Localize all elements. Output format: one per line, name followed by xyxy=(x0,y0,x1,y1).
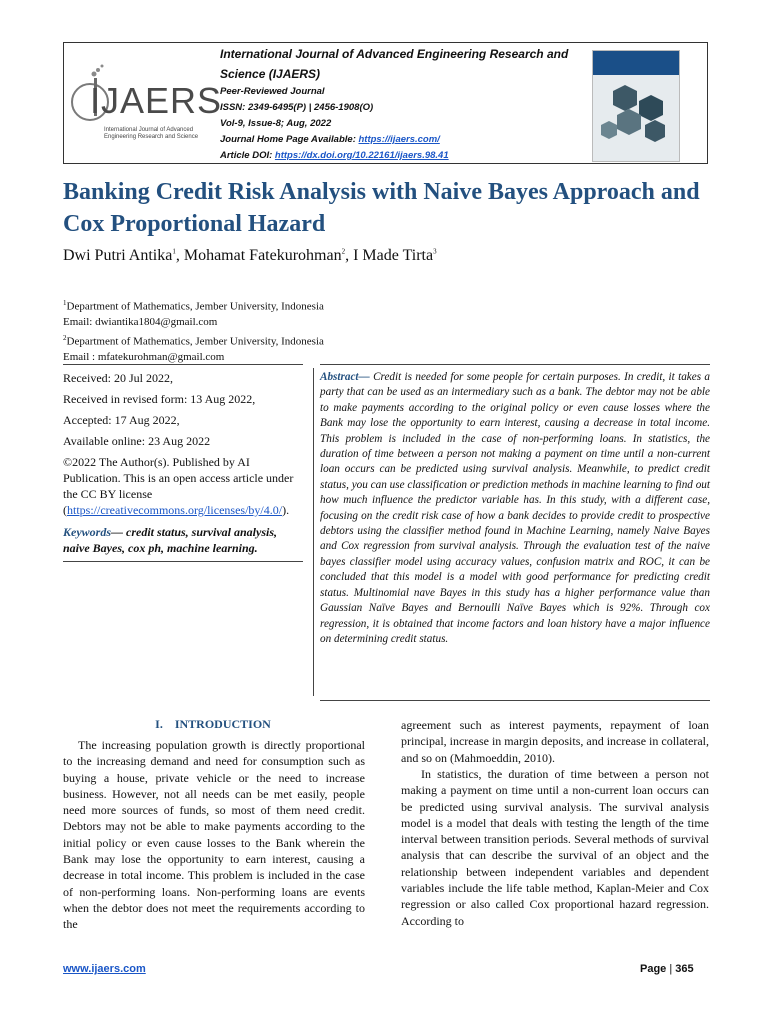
footer-website-link[interactable]: www.ijaers.com xyxy=(63,963,146,975)
issn: ISSN: 2349-6495(P) | 2456-1908(O) xyxy=(220,102,374,113)
page-number: Page | 365 xyxy=(640,963,694,975)
journal-cover-image xyxy=(592,50,680,162)
received-date: Received: 20 Jul 2022, xyxy=(63,371,173,385)
affiliation: Department of Mathematics, Jember University, Indonesia xyxy=(66,300,324,313)
author-list: Dwi Putri Antika$^1$, Mohamat Fatekurohman$^2$, I Made Tirta$^3$ xyxy=(63,247,437,264)
volume-issue: Vol-9, Issue-8; Aug, 2022 xyxy=(220,118,332,129)
journal-title: International Journal of Advanced Engineering Research and Science (IJAERS) xyxy=(220,47,569,81)
affiliations: $^1$Department of Mathematics, Jember University, Indonesia Email: dwiantika1804@gmail.com $^2$Department of Mathematics, Jember University, Indonesia Email : mfatekurohman@gmail.com xyxy=(63,299,324,363)
divider xyxy=(63,364,303,365)
divider xyxy=(320,364,710,365)
revised-date: Received in revised form: 13 Aug 2022, xyxy=(63,392,256,406)
homepage-line xyxy=(220,132,580,148)
column-divider xyxy=(313,368,314,696)
intro-paragraph: In statistics, the duration of time between a person not making a payment on time until a non-current loan occurs can be predicted using survival analysis. The survival analysis model is a model that deals with testing the length of the time interval between transition periods. Several methods of survival analysis that can describe the survival of an object and the relationship between independent variables and dependent variables include the life table method, Kaplan-Meier and Cox regression or also called Cox proportional hazard regression. According to xyxy=(401,767,709,928)
abstract-label: Abstract xyxy=(320,371,359,383)
homepage-label: Journal Home Page Available: xyxy=(220,134,359,145)
author-name: I Made Tirta xyxy=(353,247,434,264)
author-sup: 3 xyxy=(433,247,437,256)
keywords: Keywords— credit status, survival analysis, naive Bayes, cox ph, machine learning. xyxy=(63,525,278,555)
section-heading: I. INTRODUCTION xyxy=(155,717,271,731)
peer-reviewed: Peer-Reviewed Journal xyxy=(220,86,325,97)
abstract-text: Credit is needed for some people for certain purposes. In credit, it takes a party that can be used as an intermediary such as a bank. The debtor may not be able to make payments according to the original policy or even cause losses where the Bank may lose the opportunity to earn interest, causing a decrease in total income. This problem is included in the case of non-performing loans. In statistics, the duration of time between a person not making a payment on time until a non-current loan occurs can be predicted using survival analysis. Meanwhile, to predict credit status, you can use classification or prediction methods in machine learning to find out how much influence the predictor variable has. In this study, with a different case, focusing on the credit risk case of how a bank decides to provide credit to prospective debtors using the classifier method found in Machine Learning, namely Naive Bayes and Cox regression from survival analysis. Through the evaluation test of the naive bayes classifier model using accuracy values, confusion matrix and ROC, it can be concluded that this model is a model with good performance for predicting credit status. Multinomial nave Bayes in this study has a higher performance value than Gaussian Naïve Bayes and Bernoulli Naïve Bayes which is 92%. Through cox regression, it is obtained that income factors and loan history have a major influence on determining credit status. xyxy=(320,371,710,645)
affiliation-email: Email: dwiantika1804@gmail.com xyxy=(63,316,218,329)
divider xyxy=(63,561,303,562)
abstract: Abstract— Credit is needed for some people for certain purposes. In credit, it takes a party that can be used as an intermediary such as a bank. The debtor may not be able to make payments according to the original policy or even cause losses where the Bank may lose the opportunity to earn interest, causing a decrease in total income. This problem is included in the case of non-performing loans. In statistics, the duration of time between a person not making a payment on time until a non-current loan occurs can be predicted using survival analysis. Meanwhile, to predict credit status, you can use classification or prediction methods in machine learning to find out how much influence the predictor variable has. In this study, with a different case, focusing on the credit risk case of how a bank decides to provide credit to prospective debtors using the classifier method found in Machine Learning, namely Naive Bayes and Cox regression from survival analysis. Through the evaluation test of the naive bayes classifier model using accuracy values, confusion matrix and ROC, it can be concluded that this model is a model with good performance for predicting credit status. Multinomial nave Bayes in this study has a higher performance value than Gaussian Naïve Bayes and Bernoulli Naïve Bayes which is 92%. Through cox regression, it is obtained that income factors and loan history have a major influence on determining credit status. xyxy=(320,371,710,645)
article-title: Banking Credit Risk Analysis with Naive Bayes Approach and Cox Proportional Hazard xyxy=(63,179,700,237)
author-sup: 2 xyxy=(341,247,346,256)
doi-label: Article DOI: xyxy=(220,150,275,161)
intro-paragraph: The increasing population growth is directly proportional to the increasing demand and need for consumption such as buying a house, private vehicle or the need to increase business. However, not all needs can be met easily, people need more sources of funds, so most of them need credit. Debtors may not be able to make payments according to the initial policy or even cause losses to the Bank wherein the Bank may lose the opportunity to earn interest, causing a decrease in total income. This problem is included in the case of non-performing loans. Non-performing loans are events when the debtor does not meet the requirements according to the xyxy=(63,738,365,932)
keywords-text: credit status, survival analysis, naive Bayes, cox ph, machine learning. xyxy=(63,525,278,555)
affiliation-email: Email : mfatekurohman@gmail.com xyxy=(63,350,225,363)
logo-caption: International Journal of Advanced Engineering Research and Science xyxy=(104,127,199,140)
copyright: ©2022 The Author(s). Published by AI Publication. This is an open access article under the CC BY license (https://creativecommons.org/licenses/by/4.0/). xyxy=(63,455,294,517)
online-date: Available online: 23 Aug 2022 xyxy=(63,434,211,448)
journal-info xyxy=(220,44,580,164)
logo-text: IJAERS xyxy=(90,80,223,121)
accepted-date: Accepted: 17 Aug 2022, xyxy=(63,413,180,427)
author-sup: 1 xyxy=(172,247,176,256)
author-name: Mohamat Fatekurohman xyxy=(183,247,342,264)
keywords-label: Keywords xyxy=(63,525,111,539)
homepage-link[interactable]: https://ijaers.com/ xyxy=(358,134,440,145)
license-link[interactable]: https://creativecommons.org/licenses/by/4.0/ xyxy=(67,503,283,517)
doi-line xyxy=(220,148,580,164)
article-info xyxy=(63,370,303,561)
author-name: Dwi Putri Antika xyxy=(63,247,173,264)
intro-paragraph: agreement such as interest payments, repayment of loan principal, increase in margin deposits, and increase in collateral, and so on (Mahmoeddin, 2010). xyxy=(401,718,709,765)
divider xyxy=(320,700,710,701)
affiliation: Department of Mathematics, Jember University, Indonesia xyxy=(66,335,324,348)
doi-link[interactable]: https://dx.doi.org/10.22161/ijaers.98.41 xyxy=(274,150,449,161)
